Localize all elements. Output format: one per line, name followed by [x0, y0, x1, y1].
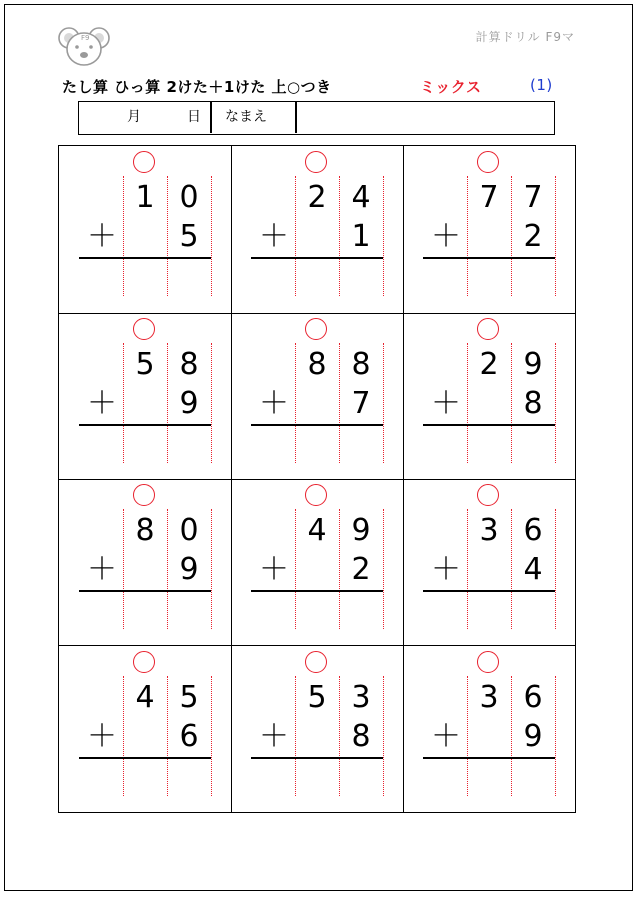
- column-guide: [211, 509, 212, 629]
- addend-ones: 9: [523, 718, 543, 754]
- day-label: 日: [187, 109, 201, 125]
- title-number: (1): [530, 76, 553, 94]
- logo-text: F9: [81, 34, 90, 42]
- column-guide: [383, 176, 384, 296]
- addend-ones: 8: [523, 385, 543, 421]
- column-guide: [511, 676, 512, 796]
- plus-sign: ＋: [259, 385, 289, 421]
- name-box-divider: [210, 102, 212, 133]
- column-guide: [555, 509, 556, 629]
- addend-ones: 4: [523, 552, 543, 587]
- plus-sign: ＋: [87, 219, 117, 254]
- column-guide: [167, 343, 168, 463]
- augend-ones: 8: [351, 346, 371, 382]
- addend-ones: 5: [179, 219, 199, 254]
- column-guide: [211, 176, 212, 296]
- carry-circle[interactable]: [133, 651, 155, 673]
- carry-circle[interactable]: [133, 318, 155, 340]
- column-guide: [555, 343, 556, 463]
- name-label: なまえ: [225, 109, 267, 125]
- answer-line: [423, 590, 555, 592]
- carry-circle[interactable]: [305, 151, 327, 173]
- column-guide: [511, 509, 512, 629]
- column-guide: [511, 176, 512, 296]
- name-field[interactable]: [299, 102, 553, 133]
- plus-sign: ＋: [87, 718, 117, 754]
- addend-ones: 7: [351, 385, 371, 421]
- title-main: たし算 ひっ算 2けた＋1けた 上○つき: [62, 78, 332, 96]
- addend-ones: 2: [523, 219, 543, 254]
- plus-sign: ＋: [431, 219, 461, 254]
- answer-line: [79, 757, 211, 759]
- carry-circle[interactable]: [477, 151, 499, 173]
- column-guide: [123, 176, 124, 296]
- addend-ones: 2: [351, 552, 371, 587]
- answer-line: [251, 257, 383, 259]
- plus-sign: ＋: [259, 552, 289, 587]
- answer-line: [79, 257, 211, 259]
- carry-circle[interactable]: [305, 318, 327, 340]
- column-guide: [555, 676, 556, 796]
- column-guide: [511, 343, 512, 463]
- augend-tens: 4: [135, 679, 155, 715]
- column-guide: [123, 509, 124, 629]
- augend-tens: 4: [307, 513, 327, 548]
- answer-line: [251, 757, 383, 759]
- augend-tens: 8: [135, 513, 155, 548]
- answer-line: [251, 590, 383, 592]
- augend-ones: 6: [523, 679, 543, 715]
- problem-cell: [231, 146, 403, 312]
- problem-cell: [231, 313, 403, 479]
- problem-cell: [403, 646, 575, 812]
- column-guide: [383, 343, 384, 463]
- augend-tens: 2: [307, 180, 327, 215]
- carry-circle[interactable]: [477, 318, 499, 340]
- column-guide: [295, 676, 296, 796]
- augend-tens: 7: [479, 180, 499, 215]
- problem-cell: [231, 479, 403, 645]
- column-guide: [123, 676, 124, 796]
- column-guide: [555, 176, 556, 296]
- augend-ones: 7: [523, 180, 543, 215]
- column-guide: [167, 676, 168, 796]
- answer-line: [79, 424, 211, 426]
- addend-ones: 6: [179, 718, 199, 754]
- augend-tens: 3: [479, 513, 499, 548]
- plus-sign: ＋: [431, 385, 461, 421]
- koala-logo-icon: [58, 24, 110, 68]
- problem-cell: [403, 146, 575, 312]
- column-guide: [467, 343, 468, 463]
- augend-ones: 3: [351, 679, 371, 715]
- column-guide: [295, 509, 296, 629]
- column-guide: [383, 509, 384, 629]
- carry-circle[interactable]: [133, 151, 155, 173]
- answer-line: [423, 257, 555, 259]
- augend-ones: 0: [179, 513, 199, 548]
- augend-tens: 8: [307, 346, 327, 382]
- carry-circle[interactable]: [477, 484, 499, 506]
- augend-ones: 5: [179, 679, 199, 715]
- carry-circle[interactable]: [477, 651, 499, 673]
- column-guide: [339, 676, 340, 796]
- title-accent: ミックス: [420, 78, 482, 96]
- answer-line: [251, 424, 383, 426]
- problem-grid: [58, 145, 576, 813]
- worksheet-title: [62, 76, 562, 98]
- problem-cell: [59, 146, 231, 312]
- name-box-divider: [295, 102, 297, 133]
- column-guide: [211, 676, 212, 796]
- problem-cell: [231, 646, 403, 812]
- addend-ones: 9: [179, 552, 199, 587]
- problem-cell: [59, 479, 231, 645]
- column-guide: [295, 176, 296, 296]
- augend-tens: 2: [479, 346, 499, 382]
- augend-ones: 6: [523, 513, 543, 548]
- augend-tens: 5: [135, 346, 155, 382]
- month-label: 月: [127, 109, 141, 125]
- brand-text: 計算ドリル F9マ: [475, 30, 575, 44]
- column-guide: [123, 343, 124, 463]
- column-guide: [295, 343, 296, 463]
- answer-line: [79, 590, 211, 592]
- carry-circle[interactable]: [305, 484, 327, 506]
- answer-line: [423, 757, 555, 759]
- problem-cell: [59, 646, 231, 812]
- augend-ones: 8: [179, 346, 199, 382]
- column-guide: [167, 176, 168, 296]
- problem-cell: [403, 479, 575, 645]
- carry-circle[interactable]: [305, 651, 327, 673]
- column-guide: [167, 509, 168, 629]
- plus-sign: ＋: [259, 718, 289, 754]
- column-guide: [339, 176, 340, 296]
- addend-ones: 8: [351, 718, 371, 754]
- augend-tens: 1: [135, 180, 155, 215]
- augend-tens: 5: [307, 679, 327, 715]
- addend-ones: 1: [351, 219, 371, 254]
- column-guide: [467, 676, 468, 796]
- augend-ones: 4: [351, 180, 371, 215]
- column-guide: [467, 509, 468, 629]
- column-guide: [383, 676, 384, 796]
- augend-tens: 3: [479, 679, 499, 715]
- plus-sign: ＋: [259, 219, 289, 254]
- column-guide: [211, 343, 212, 463]
- carry-circle[interactable]: [133, 484, 155, 506]
- column-guide: [339, 509, 340, 629]
- plus-sign: ＋: [87, 385, 117, 421]
- plus-sign: ＋: [431, 552, 461, 587]
- column-guide: [467, 176, 468, 296]
- plus-sign: ＋: [431, 718, 461, 754]
- augend-ones: 9: [523, 346, 543, 382]
- column-guide: [339, 343, 340, 463]
- date-name-box: [78, 101, 555, 135]
- augend-ones: 9: [351, 513, 371, 548]
- plus-sign: ＋: [87, 552, 117, 587]
- addend-ones: 9: [179, 385, 199, 421]
- problem-cell: [403, 313, 575, 479]
- problem-cell: [59, 313, 231, 479]
- answer-line: [423, 424, 555, 426]
- augend-ones: 0: [179, 180, 199, 215]
